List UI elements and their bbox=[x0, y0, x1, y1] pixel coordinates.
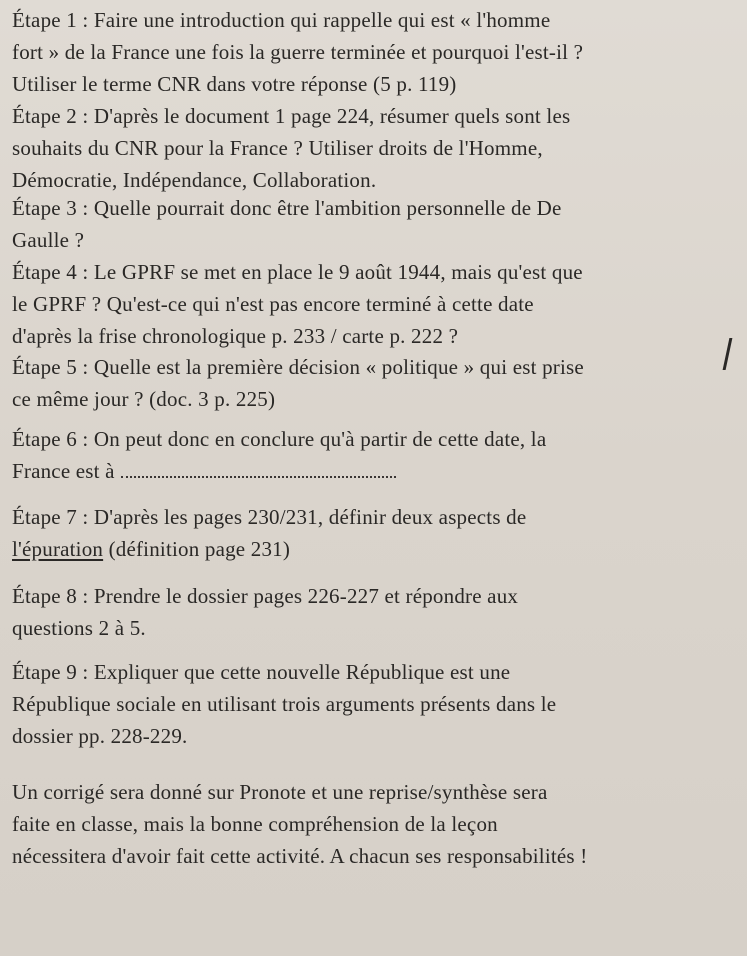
step-4 bbox=[12, 256, 734, 352]
step-6 bbox=[12, 423, 734, 487]
step-6-line-2-text: France est à bbox=[12, 459, 115, 483]
step-1-line-3: Utiliser le terme CNR dans votre réponse (5 p. 119) bbox=[12, 72, 457, 96]
step-7-line-2 bbox=[12, 533, 734, 565]
step-7-line-1: Étape 7 : D'après les pages 230/231, définir deux aspects de bbox=[12, 505, 527, 529]
step-1-line-2: fort » de la France une fois la guerre terminée et pourquoi l'est-il ? bbox=[12, 40, 584, 64]
answer-dotted-line bbox=[121, 462, 396, 478]
step-1-line-1: Étape 1 : Faire une introduction qui rappelle qui est « l'homme bbox=[12, 8, 551, 32]
step-4-line-2: le GPRF ? Qu'est-ce qui n'est pas encore terminé à cette date bbox=[12, 292, 534, 316]
step-9-line-2: République sociale en utilisant trois arguments présents dans le bbox=[12, 692, 557, 716]
step-9-line-1: Étape 9 : Expliquer que cette nouvelle République est une bbox=[12, 660, 511, 684]
step-3 bbox=[12, 192, 734, 256]
step-8 bbox=[12, 580, 734, 644]
step-4-line-3: d'après la frise chronologique p. 233 / carte p. 222 ? bbox=[12, 324, 459, 348]
document-page bbox=[12, 0, 742, 956]
step-9 bbox=[12, 656, 734, 752]
step-6-line-1: Étape 6 : On peut donc en conclure qu'à partir de cette date, la bbox=[12, 427, 547, 451]
step-5 bbox=[12, 351, 734, 415]
closing-note-line-1: Un corrigé sera donné sur Pronote et une reprise/synthèse sera bbox=[12, 780, 548, 804]
step-8-line-1: Étape 8 : Prendre le dossier pages 226-227 et répondre aux bbox=[12, 584, 519, 608]
step-5-line-1: Étape 5 : Quelle est la première décision « politique » qui est prise bbox=[12, 355, 584, 379]
closing-note bbox=[12, 776, 734, 872]
closing-note-line-2: faite en classe, mais la bonne compréhension de la leçon bbox=[12, 812, 498, 836]
step-1 bbox=[12, 4, 734, 100]
step-2-line-1: Étape 2 : D'après le document 1 page 224, résumer quels sont les bbox=[12, 104, 571, 128]
step-7-line-2-rest: (définition page 231) bbox=[103, 537, 291, 561]
epuration-term: l'épuration bbox=[12, 537, 104, 561]
step-2-line-2: souhaits du CNR pour la France ? Utiliser droits de l'Homme, bbox=[12, 136, 543, 160]
step-9-line-3: dossier pp. 228-229. bbox=[12, 724, 188, 748]
closing-note-line-3: nécessitera d'avoir fait cette activité. A chacun ses responsabilités ! bbox=[12, 844, 588, 868]
step-3-line-1: Étape 3 : Quelle pourrait donc être l'ambition personnelle de De bbox=[12, 196, 562, 220]
step-8-line-2: questions 2 à 5. bbox=[12, 616, 146, 640]
step-2 bbox=[12, 100, 734, 196]
step-5-line-2: ce même jour ? (doc. 3 p. 225) bbox=[12, 387, 276, 411]
step-3-line-2: Gaulle ? bbox=[12, 228, 85, 252]
step-4-line-1: Étape 4 : Le GPRF se met en place le 9 août 1944, mais qu'est que bbox=[12, 260, 583, 284]
step-7 bbox=[12, 501, 734, 565]
step-6-line-2 bbox=[12, 455, 734, 487]
step-2-line-3: Démocratie, Indépendance, Collaboration. bbox=[12, 168, 377, 192]
